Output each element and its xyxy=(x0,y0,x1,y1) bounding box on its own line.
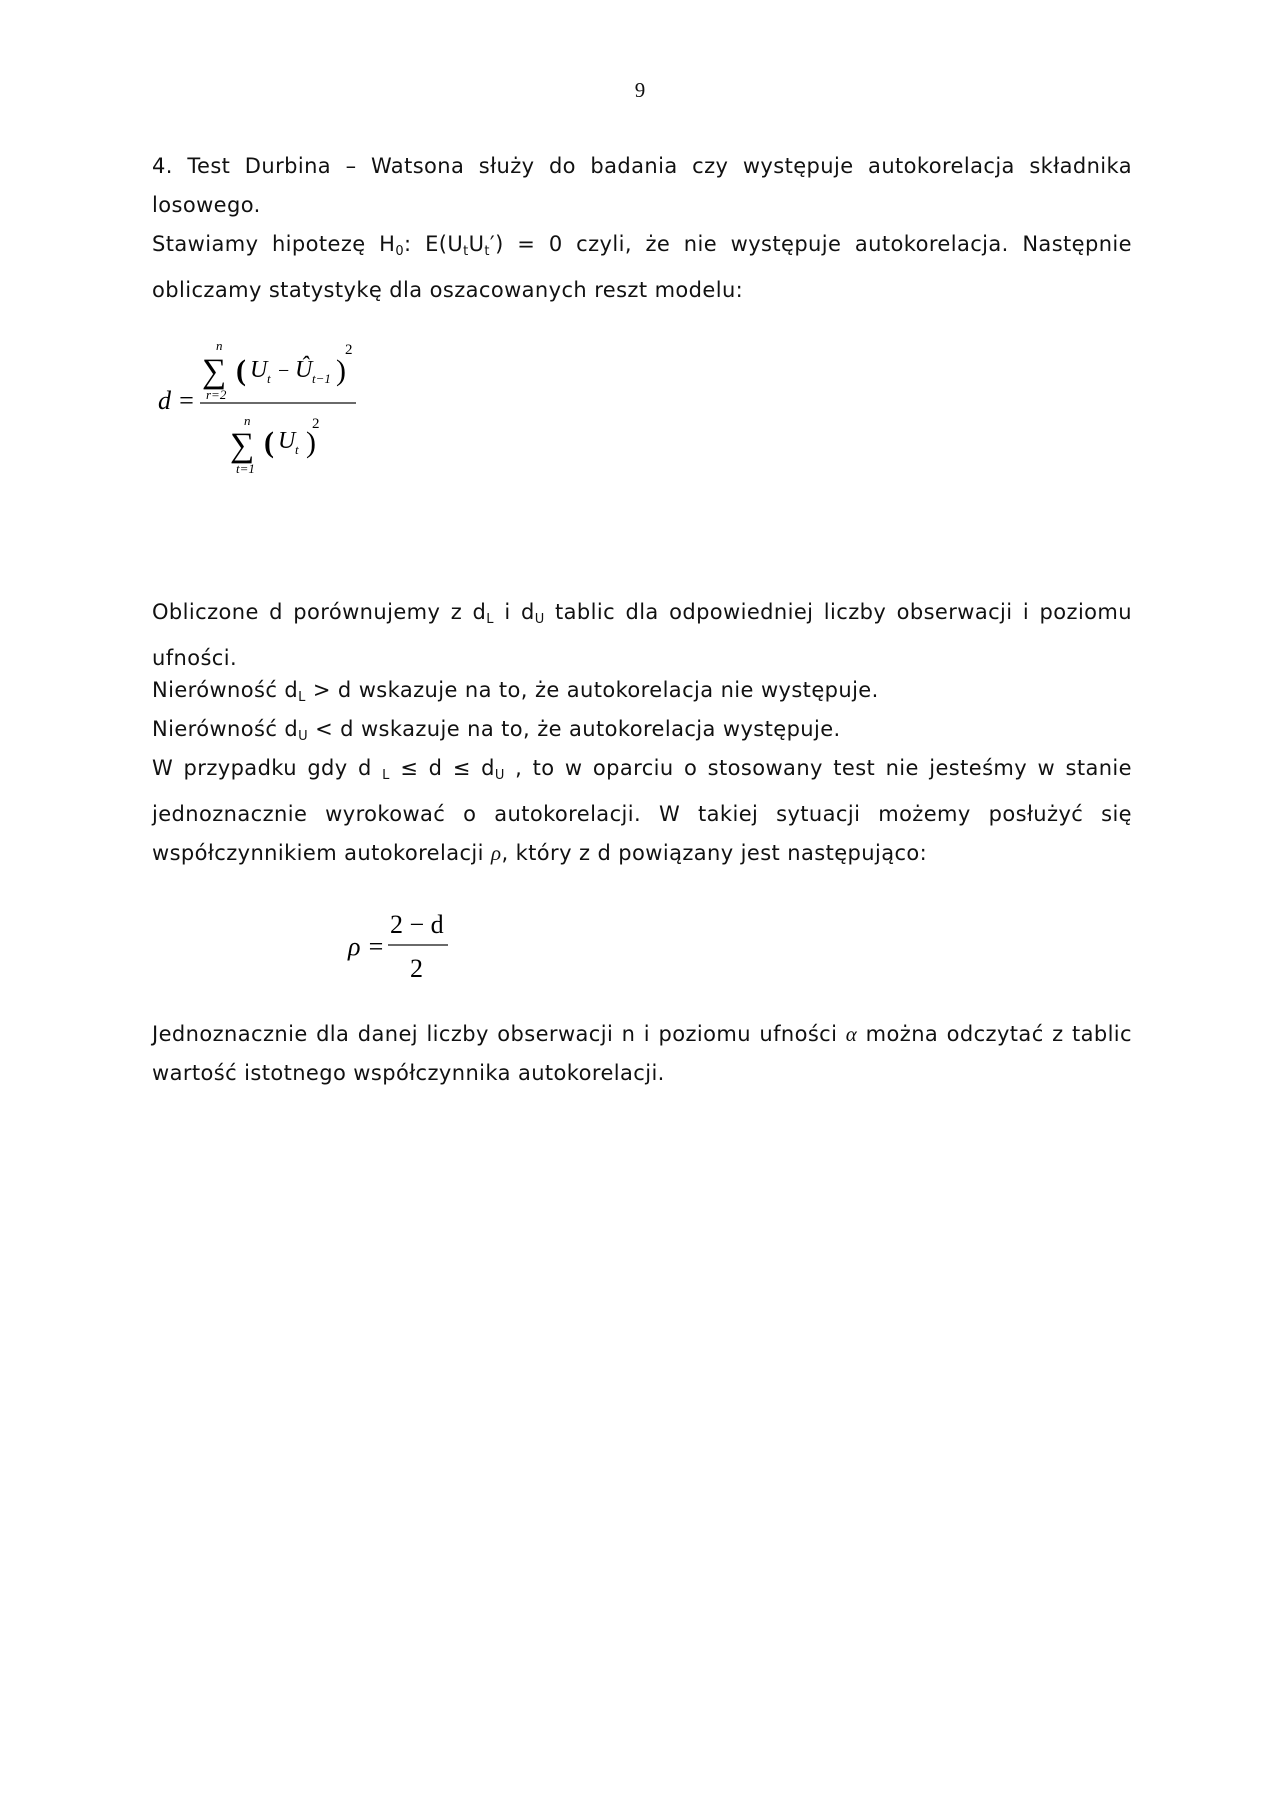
svg-text:ρ =: ρ = xyxy=(348,932,385,961)
svg-text:U: U xyxy=(278,428,296,454)
svg-text:∑: ∑ xyxy=(230,427,255,464)
svg-text:Û: Û xyxy=(295,357,313,383)
paragraph-hypothesis xyxy=(152,225,1132,310)
paragraph-line: 4. Test Durbina – Watsona służy do badania czy występuje autokorelacja składnika xyxy=(152,154,1132,178)
sum-symbol: ∑ xyxy=(202,353,227,390)
paragraph-line: Jednoznacznie dla danej liczby obserwacji n i poziomu ufności α można odczytać z tablic xyxy=(152,1022,1132,1046)
paragraph-inconclusive xyxy=(152,749,1132,873)
paragraph-line: Nierówność $d_L > d$ wskazuje na to, że autokorelacja nie występuje. xyxy=(152,678,879,705)
paragraph-line: losowego. xyxy=(152,193,261,217)
paragraph-line: współczynnikiem autokorelacji ρ, który z d powiązany jest następująco: xyxy=(152,841,928,865)
svg-text:): ) xyxy=(336,354,346,387)
paragraph-compare-critical xyxy=(152,593,1132,678)
paragraph-line: wartość istotnego współczynnika autokorelacji. xyxy=(152,1061,665,1085)
sum-upper-limit: n xyxy=(216,338,223,353)
svg-text:(: ( xyxy=(236,354,246,387)
paragraph-critical-value xyxy=(152,1015,1132,1093)
rho-formula xyxy=(340,905,470,985)
svg-text:t−1: t−1 xyxy=(312,371,331,386)
svg-text:2: 2 xyxy=(345,342,353,358)
paragraph-line: Obliczone d porównujemy z $d_L$ i $d_U$ tablic dla odpowiedniej liczby obserwacji i poziomu xyxy=(152,600,1132,627)
svg-text:t: t xyxy=(295,442,299,457)
svg-text:t: t xyxy=(267,371,271,386)
svg-text:): ) xyxy=(306,426,316,459)
svg-text:2 − d: 2 − d xyxy=(390,910,444,939)
paragraph-durbin-watson-intro xyxy=(152,147,1132,225)
svg-text:2: 2 xyxy=(312,416,320,432)
paragraph-line: W przypadku gdy d $_L \le d \le d_U$ , to w oparciu o stosowany test nie jesteśmy w stanie xyxy=(152,756,1132,783)
svg-text:2: 2 xyxy=(410,954,423,983)
svg-text:t=1: t=1 xyxy=(236,461,255,476)
sum-lower-limit: r=2 xyxy=(206,387,227,402)
formula-lhs: d = xyxy=(158,386,196,415)
svg-text:n: n xyxy=(244,413,251,428)
svg-text:(: ( xyxy=(264,426,274,459)
paragraph-line: jednoznacznie wyrokować o autokorelacji. W takiej sytuacji możemy posłużyć się xyxy=(152,802,1132,826)
paragraph-line: Nierówność $d_U < d$ wskazuje na to, że autokorelacja występuje. xyxy=(152,717,841,744)
durbin-watson-formula xyxy=(150,330,390,480)
paragraph-line: obliczamy statystykę dla oszacowanych reszt modelu: xyxy=(152,278,744,302)
paragraph-line: ufności. xyxy=(152,646,238,670)
paragraph-line: Stawiamy hipotezę $H_0$: $E(U_tU_t') = 0$ czyli, że nie występuje autokorelacja. Następnie xyxy=(152,232,1132,259)
svg-text:U: U xyxy=(250,357,268,383)
svg-text:−: − xyxy=(278,360,290,382)
page-number: 9 xyxy=(634,78,646,102)
